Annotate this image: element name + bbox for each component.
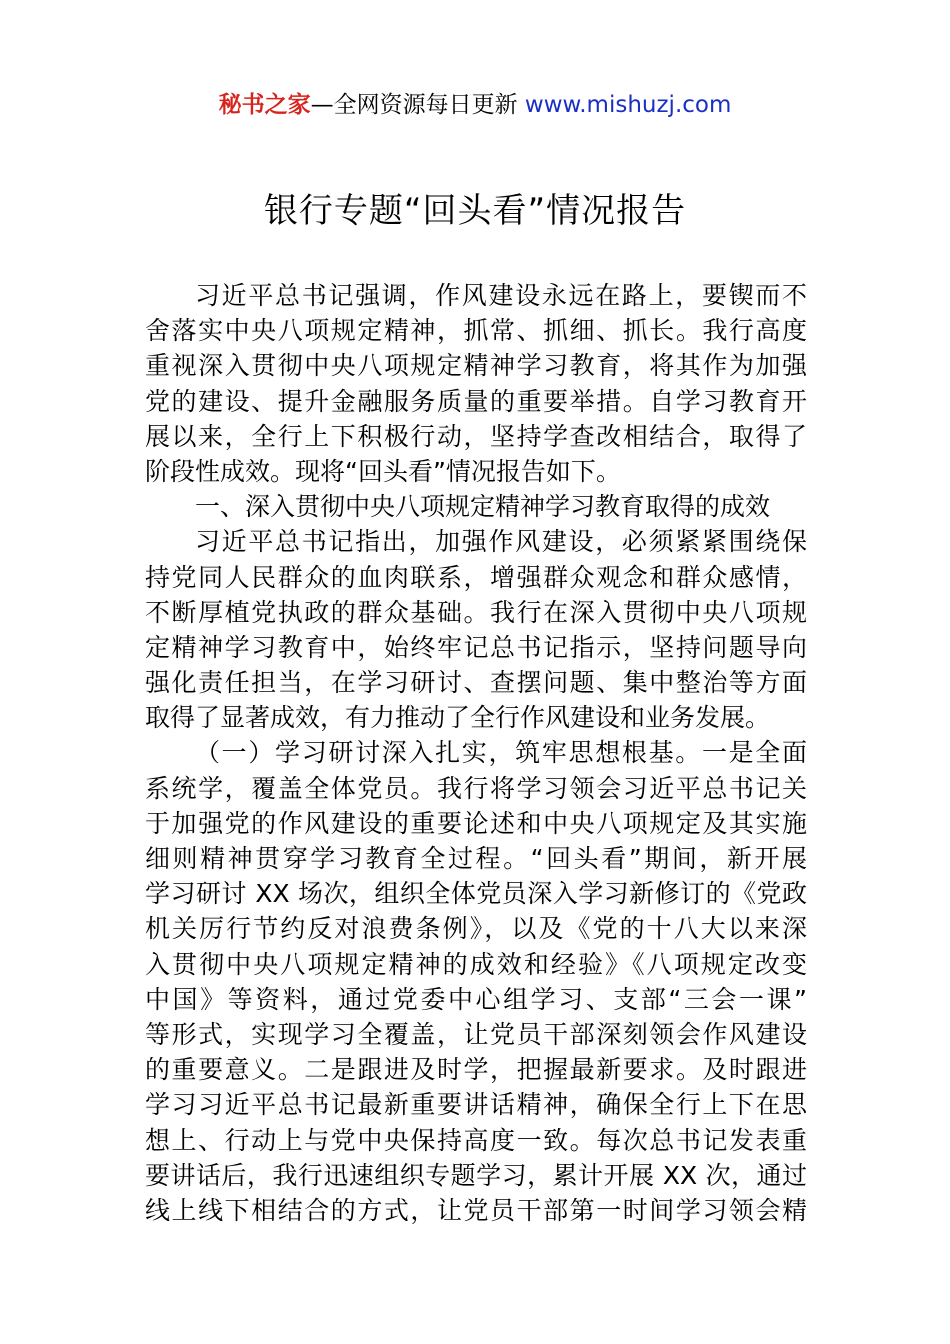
paragraph-line: 入贯彻中央八项规定精神的成效和经验》《八项规定改变: [145, 949, 807, 979]
paragraph-line: 等形式，实现学习全覆盖，让党员干部深刻领会作风建设: [145, 1019, 807, 1049]
paragraph-line: 学习习近平总书记最新重要讲话精神，确保全行上下在思: [145, 1090, 807, 1120]
paragraph-line: 习近平总书记指出，加强作风建设，必须紧紧围绕保: [195, 527, 807, 557]
brand-name: 秘书之家: [218, 92, 311, 118]
paragraph-line: 不断厚植党执政的群众基础。我行在深入贯彻中央八项规: [145, 597, 807, 627]
paragraph-line: 党的建设、提升金融服务质量的重要举措。自学习教育开: [145, 386, 807, 416]
paragraph-line: 细则精神贯穿学习教育全过程。“回头看”期间，新开展: [145, 844, 807, 873]
document-title: 银行专题“回头看”情况报告: [263, 191, 687, 231]
paragraph-line: 取得了显著成效，有力推动了全行作风建设和业务发展。: [145, 703, 771, 733]
paragraph-line: 线上线下相结合的方式，让党员干部第一时间学习领会精: [145, 1195, 807, 1225]
paragraph-line: 于加强党的作风建设的重要论述和中央八项规定及其实施: [145, 808, 807, 838]
paragraph-line: 机关厉行节约反对浪费条例》，以及《党的十八大以来深: [145, 914, 807, 944]
page-header: [0, 88, 950, 122]
paragraph-line: 舍落实中央八项规定精神，抓常、抓细、抓长。我行高度: [145, 316, 807, 346]
paragraph-line: 想上、行动上与党中央保持高度一致。每次总书记发表重: [145, 1125, 807, 1155]
paragraph-line: 展以来，全行上下积极行动，坚持学查改相结合，取得了: [145, 421, 807, 451]
site-url-link[interactable]: www.mishuzj.com: [524, 92, 732, 118]
paragraph-line: 重视深入贯彻中央八项规定精神学习教育，将其作为加强: [145, 351, 807, 381]
paragraph-line: 持党同人民群众的血肉联系，增强群众观念和群众感情，: [145, 562, 807, 592]
paragraph-line: 系统学，覆盖全体党员。我行将学习领会习近平总书记关: [145, 773, 807, 803]
section-heading: 一、深入贯彻中央八项规定精神学习教育取得的成效: [195, 492, 771, 522]
header-tagline: —全网资源每日更新: [310, 92, 525, 118]
paragraph-line: （一）学习研讨深入扎实，筑牢思想根基。一是全面: [195, 738, 807, 768]
paragraph-line: 强化责任担当，在学习研讨、查摆问题、集中整治等方面: [145, 668, 807, 698]
paragraph-line: 定精神学习教育中，始终牢记总书记指示，坚持问题导向: [145, 632, 807, 662]
paragraph-line: 学习研讨 XX 场次，组织全体党员深入学习新修订的《党政: [145, 879, 807, 909]
paragraph-line: 中国》等资料，通过党委中心组学习、支部“三会一课”: [145, 984, 807, 1014]
paragraph-line: 习近平总书记强调，作风建设永远在路上，要锲而不: [195, 281, 807, 310]
paragraph-line: 阶段性成效。现将“回头看”情况报告如下。: [145, 456, 621, 486]
document-body: [145, 278, 807, 1228]
paragraph-line: 要讲话后，我行迅速组织专题学习，累计开展 XX 次，通过: [145, 1160, 807, 1190]
paragraph-line: 的重要意义。二是跟进及时学，把握最新要求。及时跟进: [145, 1055, 807, 1085]
